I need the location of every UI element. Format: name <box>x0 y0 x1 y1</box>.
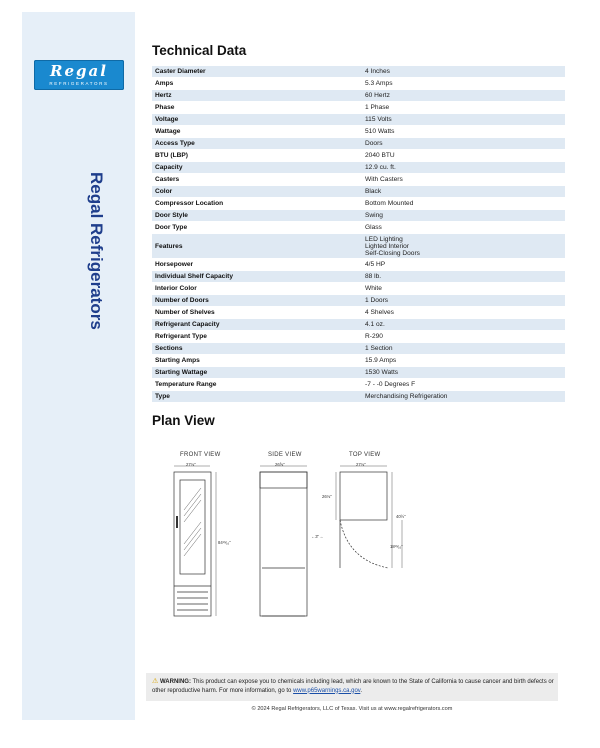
spec-value: 4/5 HP <box>362 259 565 270</box>
spec-row <box>152 307 565 318</box>
spec-row <box>152 162 565 173</box>
spec-value-line: LED Lighting <box>365 235 403 243</box>
regal-logo <box>34 60 124 90</box>
spec-label: Amps <box>152 78 362 89</box>
spec-row <box>152 78 565 89</box>
spec-row <box>152 222 565 233</box>
plan-view-heading: Plan View <box>152 413 215 428</box>
spec-label: Sections <box>152 343 362 354</box>
spec-value: -7 - -0 Degrees F <box>362 379 565 390</box>
front-view-label: FRONT VIEW <box>180 452 221 458</box>
spec-value: 88 lb. <box>362 271 565 282</box>
warning-label: WARNING: <box>159 679 191 685</box>
spec-label: Individual Shelf Capacity <box>152 271 362 282</box>
top-depth-dim: 26⅛" <box>322 494 332 499</box>
spec-row <box>152 331 565 342</box>
spec-label: Horsepower <box>152 259 362 270</box>
spec-label: Features <box>152 234 362 258</box>
spec-label: Voltage <box>152 114 362 125</box>
front-width-dim: 27⅛" <box>186 462 196 467</box>
spec-row <box>152 355 565 366</box>
warning-end: . <box>360 687 363 694</box>
spec-row <box>152 234 565 258</box>
spec-value: 1 Section <box>362 343 565 354</box>
spec-label: Phase <box>152 102 362 113</box>
spec-value: 510 Watts <box>362 126 565 137</box>
spec-label: Caster Diameter <box>152 66 362 77</box>
spec-value: Bottom Mounted <box>362 198 565 209</box>
top-width-dim: 27⅛" <box>356 462 366 467</box>
plan-view-svg <box>160 448 420 628</box>
spec-row <box>152 367 565 378</box>
spec-label: Door Style <box>152 210 362 221</box>
spec-value: 15.9 Amps <box>362 355 565 366</box>
spec-row <box>152 90 565 101</box>
plan-view-drawings <box>160 448 420 628</box>
spec-label: Temperature Range <box>152 379 362 390</box>
front-height-dim: 84¹³⁄₁₆" <box>218 540 231 545</box>
top-door-dim: 18¹³⁄₁₆" <box>390 544 403 549</box>
side-width-dim: 26⅝" <box>275 462 285 467</box>
spec-row <box>152 66 565 77</box>
p65-link[interactable]: www.p65warnings.ca.gov <box>293 687 361 694</box>
spec-value: White <box>362 283 565 294</box>
spec-label: Interior Color <box>152 283 362 294</box>
spec-label: Capacity <box>152 162 362 173</box>
spec-value: 60 Hertz <box>362 90 565 101</box>
technical-data-heading: Technical Data <box>152 43 247 58</box>
spec-value: Black <box>362 186 565 197</box>
prop65-warning <box>146 673 558 701</box>
footer-copyright: © 2024 Regal Refrigerators, LLC of Texas. Visit us at www.regalrefrigerators.com <box>251 706 453 712</box>
spec-label: Starting Amps <box>152 355 362 366</box>
spec-row <box>152 391 565 402</box>
logo-subtext: REFRIGERATORS <box>49 81 109 86</box>
spec-row <box>152 126 565 137</box>
spec-value: 12.9 cu. ft. <box>362 162 565 173</box>
vertical-brand-title: Regal Refrigerators <box>87 172 106 330</box>
spec-row <box>152 138 565 149</box>
spec-label: Color <box>152 186 362 197</box>
spec-value-line: Lighted Interior <box>365 242 409 250</box>
spec-value: 1 Phase <box>362 102 565 113</box>
spec-value-line: Self-Closing Doors <box>365 249 420 257</box>
spec-value: 1 Doors <box>362 295 565 306</box>
spec-row <box>152 210 565 221</box>
side-note-dim: ←3"→ <box>311 534 324 539</box>
spec-row <box>152 198 565 209</box>
spec-value: 4 Shelves <box>362 307 565 318</box>
spec-value: With Casters <box>362 174 565 185</box>
spec-value: R-290 <box>362 331 565 342</box>
spec-label: Hertz <box>152 90 362 101</box>
spec-label: Starting Wattage <box>152 367 362 378</box>
spec-value: 1530 Watts <box>362 367 565 378</box>
spec-label: Compressor Location <box>152 198 362 209</box>
spec-row <box>152 174 565 185</box>
spec-value: 4.1 oz. <box>362 319 565 330</box>
spec-row <box>152 343 565 354</box>
spec-value: Merchandising Refrigeration <box>362 391 565 402</box>
warning-text: This product can expose you to chemicals including lead, which are known to the State of California to cause cancer and birth defects or other reproductive harm. For more information, go to <box>152 679 554 694</box>
spec-row <box>152 379 565 390</box>
spec-row <box>152 114 565 125</box>
spec-row <box>152 259 565 270</box>
spec-value: Swing <box>362 210 565 221</box>
spec-label: Refrigerant Type <box>152 331 362 342</box>
spec-row <box>152 319 565 330</box>
technical-data-table <box>152 65 565 403</box>
spec-value: 5.3 Amps <box>362 78 565 89</box>
sidebar <box>22 12 135 720</box>
spec-row <box>152 102 565 113</box>
spec-label: Access Type <box>152 138 362 149</box>
spec-label: Refrigerant Capacity <box>152 319 362 330</box>
spec-row <box>152 271 565 282</box>
spec-row <box>152 150 565 161</box>
logo-text: Regal <box>50 62 108 80</box>
spec-value: 2040 BTU <box>362 150 565 161</box>
spec-row <box>152 186 565 197</box>
spec-label: Number of Doors <box>152 295 362 306</box>
spec-value: Doors <box>362 138 565 149</box>
spec-value <box>362 234 565 258</box>
spec-label: Type <box>152 391 362 402</box>
spec-row <box>152 283 565 294</box>
spec-label: Casters <box>152 174 362 185</box>
spec-row <box>152 295 565 306</box>
spec-label: Door Type <box>152 222 362 233</box>
spec-label: Number of Shelves <box>152 307 362 318</box>
top-view-label: TOP VIEW <box>349 452 381 458</box>
spec-label: BTU (LBP) <box>152 150 362 161</box>
side-view-label: SIDE VIEW <box>268 452 302 458</box>
top-swing-dim: 40½" <box>396 514 406 519</box>
spec-value: Glass <box>362 222 565 233</box>
spec-value: 115 Volts <box>362 114 565 125</box>
spec-value: 4 Inches <box>362 66 565 77</box>
spec-label: Wattage <box>152 126 362 137</box>
warning-triangle-icon: ⚠ <box>152 678 159 685</box>
